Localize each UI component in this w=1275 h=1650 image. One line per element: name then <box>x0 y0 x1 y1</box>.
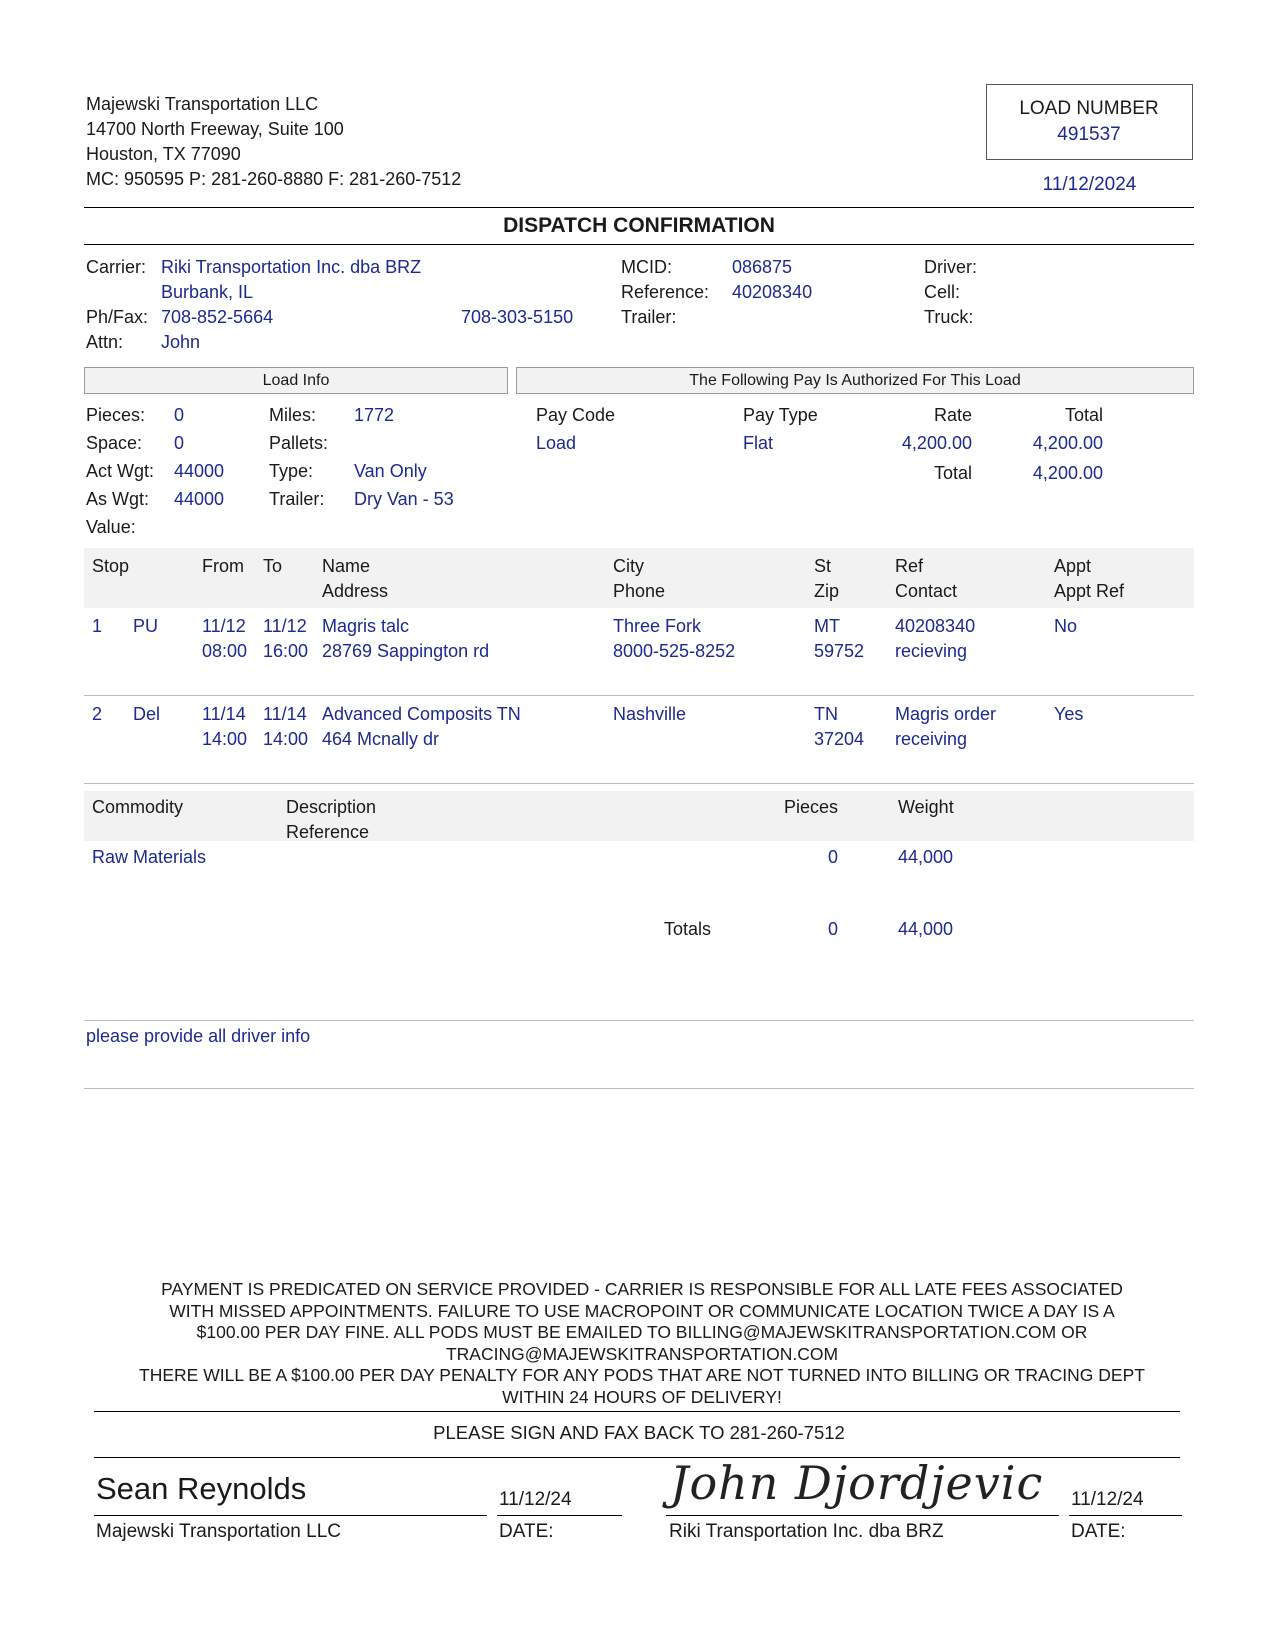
pay-total: 4,200.00 <box>1032 433 1103 453</box>
date-line <box>497 1515 622 1516</box>
type-label: Type: <box>269 461 314 481</box>
broker-company: Majewski Transportation LLC <box>96 1521 341 1542</box>
stop-type: PU <box>133 616 159 636</box>
carrier-sign-date: 11/12/24 <box>1071 1489 1144 1510</box>
load-number-box <box>986 84 1193 160</box>
stop-name: Magris talc <box>322 616 410 636</box>
carrier-phone: 708-852-5664 <box>161 307 274 327</box>
stop-ref: Magris order <box>895 704 997 724</box>
pay-code-header: Pay Code <box>536 405 616 425</box>
broker-signer-name: Sean Reynolds <box>96 1471 307 1506</box>
pay-type: Flat <box>743 433 774 453</box>
from-col-header: From <box>202 556 244 576</box>
carrier-date-label: DATE: <box>1071 1521 1126 1542</box>
divider <box>84 1088 1194 1089</box>
divider <box>84 207 1194 208</box>
stop-from-time: 08:00 <box>202 641 248 661</box>
company-contact-line: MC: 950595 P: 281-260-8880 F: 281-260-7512 <box>86 169 462 189</box>
address-col-header: Address <box>322 581 389 601</box>
cell-label: Cell: <box>924 282 961 302</box>
notice-line: WITH MISSED APPOINTMENTS. FAILURE TO USE MACROPOINT OR COMMUNICATE LOCATION TWICE A DAY IS A <box>169 1300 1115 1321</box>
stop-phone: 8000-525-8252 <box>613 641 736 661</box>
city-col-header: City <box>613 556 644 576</box>
stop-col-header: Stop <box>92 556 130 576</box>
truck-label: Truck: <box>924 307 974 327</box>
stop-zip: 59752 <box>814 641 865 661</box>
reference-label: Reference: <box>621 282 710 302</box>
stop-from-time: 14:00 <box>202 729 248 749</box>
date-line <box>1069 1515 1182 1516</box>
commodity-pieces: 0 <box>827 847 838 867</box>
pallets-label: Pallets: <box>269 433 329 453</box>
divider <box>84 1020 1194 1021</box>
broker-sign-date: 11/12/24 <box>499 1489 572 1510</box>
carrier-name: Riki Transportation Inc. dba BRZ <box>161 257 422 277</box>
total-header: Total <box>1064 405 1103 425</box>
carrier-signature: John Djordjevic <box>670 1456 1044 1510</box>
stop-contact: receiving <box>895 729 968 749</box>
to-col-header: To <box>263 556 283 576</box>
rate-header: Rate <box>933 405 972 425</box>
pay-code: Load <box>536 433 577 453</box>
page-title: DISPATCH CONFIRMATION <box>503 214 775 237</box>
ref-col-header: Ref <box>895 556 924 576</box>
payment-notice <box>86 1279 1198 1408</box>
grand-total-label: Total <box>933 463 972 483</box>
contact-col-header: Contact <box>895 581 958 601</box>
divider <box>94 1411 1180 1412</box>
commodity-header-bar <box>84 791 1194 841</box>
miles-label: Miles: <box>269 405 317 425</box>
weight-col-header: Weight <box>898 797 954 817</box>
company-name: Majewski Transportation LLC <box>86 94 319 114</box>
carrier-company: Riki Transportation Inc. dba BRZ <box>669 1521 944 1542</box>
stop-zip: 37204 <box>814 729 865 749</box>
notes: please provide all driver info <box>86 1026 311 1046</box>
totals-pieces: 0 <box>827 919 838 939</box>
commodity-col-header: Commodity <box>92 797 184 817</box>
pieces-value: 0 <box>174 405 185 425</box>
carrier-fax: 708-303-5150 <box>461 307 574 327</box>
stop-address: 28769 Sappington rd <box>322 641 490 661</box>
load-info-header: Load Info <box>84 367 508 394</box>
appt-ref-col-header: Appt Ref <box>1054 581 1125 601</box>
stop-contact: recieving <box>895 641 968 661</box>
equipment-trailer-label: Trailer: <box>269 489 325 509</box>
row-divider <box>84 695 1194 696</box>
carrier-city: Burbank, IL <box>161 282 254 302</box>
load-number-label: LOAD NUMBER <box>1019 98 1159 119</box>
totals-weight: 44,000 <box>898 919 954 939</box>
commodity-weight: 44,000 <box>898 847 954 867</box>
as-wgt-value: 44000 <box>174 489 225 509</box>
pay-header: The Following Pay Is Authorized For This Load <box>516 367 1194 394</box>
stop-appt: No <box>1054 616 1078 636</box>
stop-state: MT <box>814 616 840 636</box>
stop-state: TN <box>814 704 838 724</box>
equipment-trailer-value: Dry Van - 53 <box>354 489 454 509</box>
stop-type: Del <box>133 704 161 724</box>
pieces-col-header: Pieces <box>783 797 838 817</box>
driver-label: Driver: <box>924 257 977 277</box>
stop-to-date: 11/12 <box>263 616 307 636</box>
attn-label: Attn: <box>86 332 124 352</box>
mcid-label: MCID: <box>621 257 672 277</box>
space-value: 0 <box>174 433 185 453</box>
phone-col-header: Phone <box>613 581 666 601</box>
signature-line <box>666 1515 1059 1516</box>
stop-name: Advanced Composits TN <box>322 704 521 724</box>
row-divider <box>84 783 1194 784</box>
stop-to-time: 16:00 <box>263 641 309 661</box>
broker-date-label: DATE: <box>499 1521 554 1542</box>
pay-type-header: Pay Type <box>743 405 818 425</box>
stop-to-time: 14:00 <box>263 729 309 749</box>
stop-address: 464 Mcnally dr <box>322 729 440 749</box>
phfax-label: Ph/Fax: <box>86 307 149 327</box>
company-address-line1: 14700 North Freeway, Suite 100 <box>86 119 344 139</box>
load-date: 11/12/2024 <box>1042 174 1137 195</box>
value-label: Value: <box>86 517 136 537</box>
notice-line: PAYMENT IS PREDICATED ON SERVICE PROVIDED - CARRIER IS RESPONSIBLE FOR ALL LATE FEES ASSOCIATED <box>161 1279 1123 1299</box>
stop-from-date: 11/14 <box>202 704 246 724</box>
appt-col-header: Appt <box>1054 556 1092 576</box>
carrier-label: Carrier: <box>86 257 147 277</box>
st-col-header: St <box>814 556 832 576</box>
carrier-mcid: 086875 <box>732 257 793 277</box>
load-number: 491537 <box>1057 124 1121 145</box>
grand-total: 4,200.00 <box>1032 463 1103 483</box>
sign-instruction: PLEASE SIGN AND FAX BACK TO 281-260-7512 <box>433 1422 845 1443</box>
reference-col-header: Reference <box>286 822 370 842</box>
stop-from-date: 11/12 <box>202 616 246 636</box>
stop-ref: 40208340 <box>895 616 976 636</box>
signature-line <box>94 1515 487 1516</box>
notice-line: $100.00 PER DAY FINE. ALL PODS MUST BE EMAILED TO BILLING@MAJEWSKITRANSPORTATION.COM OR <box>196 1322 1088 1342</box>
act-wgt-value: 44000 <box>174 461 225 481</box>
notice-line: THERE WILL BE A $100.00 PER DAY PENALTY FOR ANY PODS THAT ARE NOT TURNED INTO BILLING OR TRACING DEPT <box>139 1365 1145 1385</box>
carrier-reference: 40208340 <box>732 282 813 302</box>
trailer-label: Trailer: <box>621 307 677 327</box>
stop-number: 2 <box>92 704 103 724</box>
company-address-line2: Houston, TX 77090 <box>86 144 241 164</box>
as-wgt-label: As Wgt: <box>86 489 150 509</box>
stop-number: 1 <box>92 616 103 636</box>
divider <box>84 244 1194 245</box>
pieces-label: Pieces: <box>86 405 146 425</box>
miles-value: 1772 <box>354 405 395 425</box>
stop-city: Three Fork <box>613 616 702 636</box>
stop-city: Nashville <box>613 704 687 724</box>
stop-to-date: 11/14 <box>263 704 307 724</box>
space-label: Space: <box>86 433 143 453</box>
name-col-header: Name <box>322 556 371 576</box>
act-wgt-label: Act Wgt: <box>86 461 155 481</box>
stop-appt: Yes <box>1054 704 1084 724</box>
commodity-name: Raw Materials <box>92 847 207 867</box>
carrier-attn: John <box>161 332 201 352</box>
pay-rate: 4,200.00 <box>901 433 972 453</box>
type-value: Van Only <box>354 461 427 481</box>
notice-line: TRACING@MAJEWSKITRANSPORTATION.COM <box>445 1343 839 1364</box>
description-col-header: Description <box>286 797 377 817</box>
totals-label: Totals <box>664 919 712 939</box>
zip-col-header: Zip <box>814 581 840 601</box>
notice-line: WITHIN 24 HOURS OF DELIVERY! <box>502 1386 782 1407</box>
